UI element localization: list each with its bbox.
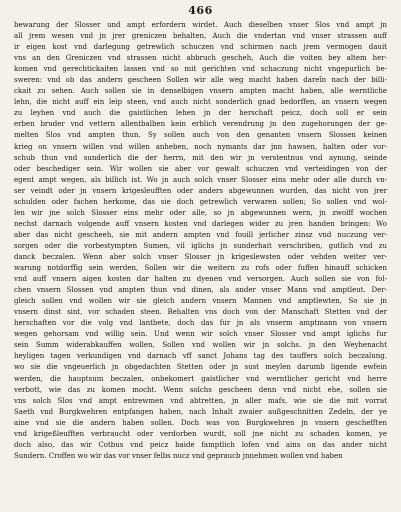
text-line: len wir jne solch Slosser eins mehr oder alle, so jn abgewunnen wern, jn zwolff wochen <box>14 208 387 217</box>
text-line: aine vnd sie die andern haben sollen. Doch was von Burgkwehren jn vnsern geschefften <box>14 418 387 427</box>
text-line: wegen gehorsam vnd willig sein. Und wenn wir solch vnser Slosser vnd ampt iglichs fur <box>14 330 387 339</box>
text-line: vnd krigeßleufften verbraucht oder verdorben wurdt, soll jne nicht zu schaden komen, ye <box>14 429 387 438</box>
text-line: vns an den Greniczen vnd strassen nicht abbruch gescheh, Auch die voiten bey altem her- <box>14 54 387 63</box>
text-line: nechst darnach volgende auff vnsern kosten vnd darlegen wider zu jren handen bringen: Wo <box>14 219 387 228</box>
text-line: schub thun vnd sunderlich die der herrn, mit den wir jn verstentnus vnd aynung, seinde <box>14 153 387 162</box>
text-line: ir eigen kost vnd darlegung getrewlich schuczen vnd schirmen nach jrem vermogen dauit <box>14 43 387 52</box>
text-line: warung notdorffig sein werden, Sollen wir die weitern zu rofs oder fuffen hinauff schicken <box>14 264 387 273</box>
text-line: herschaften vor die volg vnd lantbete, doch das fur jn als vnserm amptmann von vnsern <box>14 319 387 328</box>
text-line: komen vnd gerechtickaiten lassen vnd so mit gerichten vnd schaczung nicht vngepurlich be- <box>14 65 387 74</box>
body-text <box>14 20 387 462</box>
text-line: danck beczalen. Wenn aber solch vnser Slosser jn krigeslewsten oder vehden weiter ver- <box>14 252 387 261</box>
text-line: chen vnsern Slossen vnd ampten thun vnd dinen, als ander vnser Mann vnd amptleut. Der- <box>14 286 387 295</box>
text-line: verbott, wie das zu komen mocht. Wenn solchs gescheen denn vnd nicht ehe, sollen sie <box>14 385 387 394</box>
text-line: erben bruder vnd vettern allentbalben kein erblich verendrung jn den zugehorungen der ge- <box>14 120 387 129</box>
text-line: bewarung der Slosser und ampt erfordern wirdet. Auch dieselben vnser Slos vnd ampt jn <box>14 21 387 29</box>
text-line: melten Slos vnd ampten thun. Sy sollen auch von den genanten vnsern Slossen keinen <box>14 131 387 140</box>
text-line: werden, die hauptsum beczalen, onbekomert gaistlicher vnd werntlicher gericht vnd herre <box>14 374 387 383</box>
text-line: Saeth vnd Burgkwehren entpfangen haben, nach Inhalt zwaier außgeschnitten Zedeln, der ye <box>14 407 387 416</box>
text-line: vns solch Slos vnd ampt entrewmen vnd abtretten, jn aller mafs, wie sie die mit vorrat <box>14 396 387 405</box>
text-line: doch also, das wir Cotbus vnd peicz baide famptlich lofen vnd ains on das ander nicht <box>14 440 387 449</box>
text-line: ser veindt oder jn vnsern krigesleufften oder anders abgewunnen wurden, das nicht von jrer <box>14 186 387 195</box>
text-line: egent ampt wegen, als billich ist. Wo jn auch solch vnser Slosser eins mehr oder alle durch vn- <box>14 175 387 184</box>
text-line: ckait zu sehen. Auch sollen sie in denselbigen vnsern ampten macht haben, alle werntliche <box>14 87 387 96</box>
text-line: gleich sollen vnd wollen wir sie gleich andern vnsern Mannen vnd amptlewten, So sie jn <box>14 297 387 306</box>
text-line: heyligen tagen verkundigen vnd darnach vff sanct Johans tag des tauffers solch beczalung. <box>14 352 387 361</box>
text-line: krieg on vnsern willen vnd willen anheben, noch nymants dar jnn hawsen, halten oder vor- <box>14 142 387 151</box>
text-line: zu leyhen vnd auch die gaistlichen lehen jn der herschaft peicz, doch soll er sein <box>14 109 387 118</box>
text-line: wo sie die vngeuerlich jn obgedachten Stetten oder jn sust meylen darumb ligende ewfein <box>14 363 387 372</box>
text-line: sein Summ widerabkauffen wollen, Sollen vnd wollen wir jn solchs. jn den Weyhenacht <box>14 341 387 350</box>
text-line: sorgen oder die vorbestympten Sumen, vil iglichs jn sunderhait verschriben, gutlich vnd zu <box>14 241 387 250</box>
text-line: schulden oder fachen herkome, das sie doch getrewlich verwaren sollen; So sollen vnd wol- <box>14 197 387 206</box>
text-line: Sundern. Croffen wo wir das vor vnser felbs nucz vnd gepraucb jnnehmen wollen vnd haben <box>14 451 343 460</box>
text-line: aber das nicht gescheeh, sie mit andern ampten vnd fouill jerlicher zinsz vnd nuczung ver- <box>14 230 387 239</box>
text-line: vnd auff vnsern aigen kosten dar halten zu dyenen vnd versorgen. Auch sollen sie von fol- <box>14 275 387 284</box>
text-line: vnsern dinst sint, vor schaden steen. Behalten vns doch von der Manschaft Stetten vnd der <box>14 308 387 317</box>
text-line: lehn, die nicht auff ein leip steen, vnd auch nicht sonderlich gnad bedorffen, an vnsern wegen <box>14 98 387 107</box>
text-line: sweren: vnd ob das andern gescheen Sollen wir alle weg macht haben dareîn nach der billi- <box>14 76 387 85</box>
page-number: 466 <box>188 4 213 17</box>
text-line: all jrem wesen vnd jn jrer greniczen behalten, Auch die vndertan vnd vnser strassen auff <box>14 32 387 41</box>
text-line: oder beschediger sein. Wir wollen sie aber vor gewalt schuczen vnd verteidingen von der <box>14 164 387 173</box>
